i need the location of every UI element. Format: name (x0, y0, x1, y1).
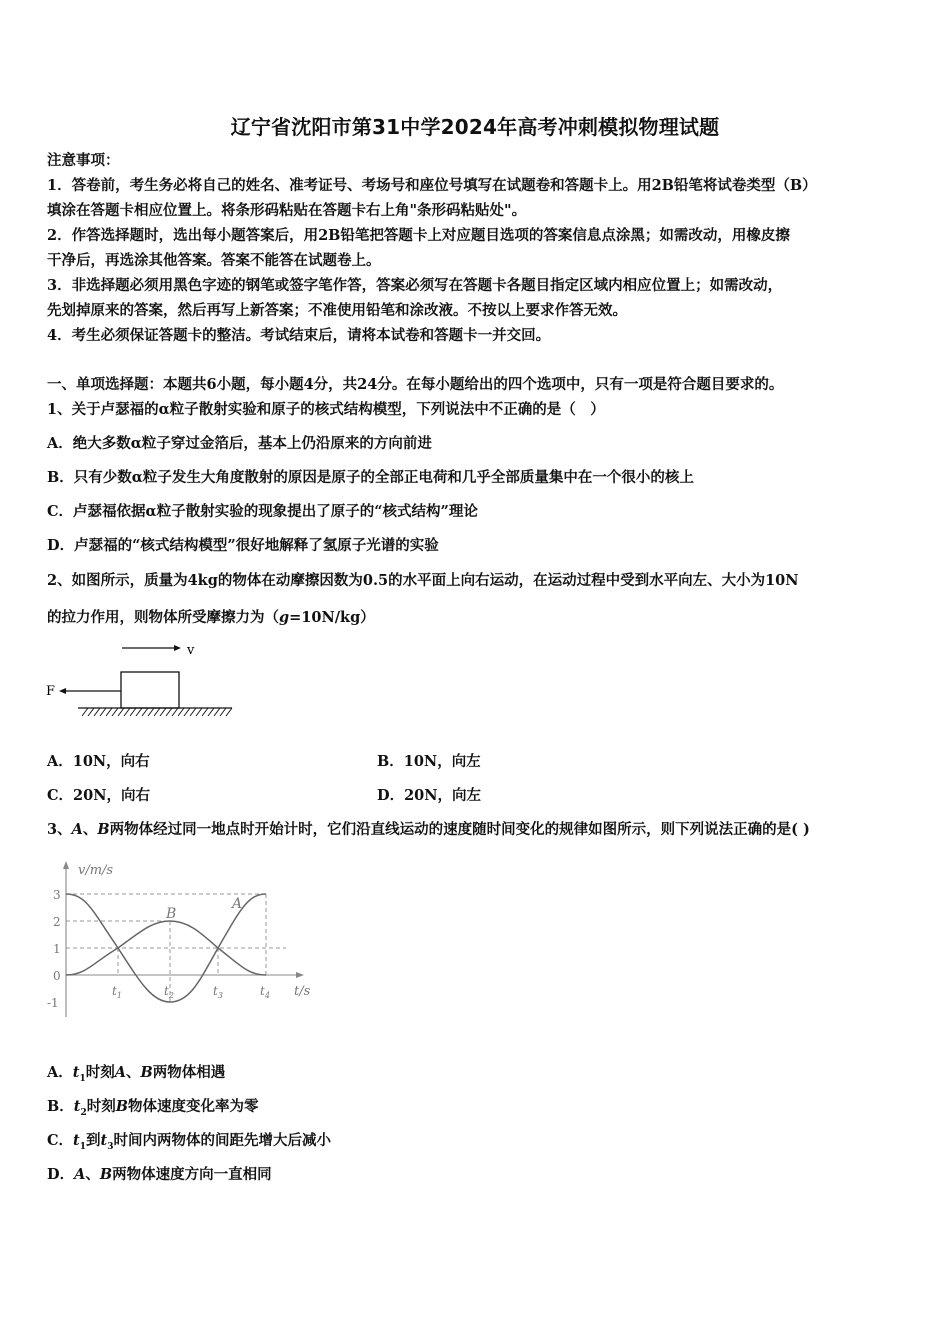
question-3-option-b: B．$t_2$时刻B物体速度变化率为零 (47, 1098, 259, 1118)
notice-line: 4．考生必须保证答题卡的整洁。考试结束后，请将本试卷和答题卡一并交回。 (47, 327, 551, 344)
notice-line: 1．答卷前，考生务必将自己的姓名、准考证号、考场号和座位号填写在试题卷和答题卡上。用2B铅笔将试卷类型（B） (47, 177, 817, 194)
notice-line: 填涂在答题卡相应位置上。将条形码粘贴在答题卡右上角"条形码粘贴处"。 (47, 202, 527, 219)
page-title: 辽宁省沈阳市第31中学2024年高考冲刺模拟物理试题 (230, 115, 720, 139)
force-arrowhead (59, 688, 66, 694)
block (121, 672, 179, 708)
ground-hatching (82, 708, 232, 716)
curve-b-label: B (166, 906, 177, 922)
notice-line: 先划掉原来的答案，然后再写上新答案；不准使用铅笔和涂改液。不按以上要求作答无效。 (47, 302, 627, 319)
question-3-option-a: A．$t_1$时刻A、B两物体相遇 (47, 1064, 226, 1084)
question-1-option-a: A．绝大多数α粒子穿过金箔后，基本上仍沿原来的方向前进 (47, 435, 432, 452)
y-tick-label: 0 (53, 969, 61, 983)
question-1-option-b: B．只有少数α粒子发生大角度散射的原因是原子的全部正电荷和几乎全部质量集中在一个很小的核上 (47, 469, 694, 486)
question-2-option-d: D．20N，向左 (377, 787, 482, 804)
x-tick-label: $t_4$ (260, 984, 270, 1000)
x-tick-label: $t_1$ (112, 984, 122, 1000)
y-axis-label: v/m/s (78, 863, 114, 878)
question-2-stem-line2: 的拉力作用，则物体所受摩擦力为（g=10N/kg） (47, 609, 375, 626)
question-2-stem: 2、如图所示，质量为4kg的物体在动摩擦因数为0.5的水平面上向右运动，在运动过程中受到水平向左、大小为10N (47, 572, 799, 589)
question-2-option-b: B．10N，向左 (377, 753, 481, 770)
force-label: F (46, 684, 56, 699)
question-3-option-d: D．A、B两物体速度方向一直相同 (47, 1166, 272, 1183)
y-tick-label: 1 (53, 942, 61, 956)
velocity-time-graph (40, 852, 330, 1022)
velocity-label: v (187, 643, 195, 658)
x-tick-label: $t_3$ (213, 984, 223, 1000)
y-tick-label: -1 (47, 996, 59, 1010)
section-heading: 一、单项选择题：本题共6小题，每小题4分，共24分。在每小题给出的四个选项中，只有一项是符合题目要求的。 (47, 376, 784, 393)
question-1-option-d: D．卢瑟福的“核式结构模型”很好地解释了氢原子光谱的实验 (47, 537, 439, 554)
block-force-figure (40, 635, 250, 725)
y-tick-label: 2 (53, 915, 61, 929)
question-3-option-c: C．$t_1$到$t_3$时间内两物体的间距先增大后减小 (47, 1132, 331, 1152)
notice-line: 2．作答选择题时，选出每小题答案后，用2B铅笔把答题卡上对应题目选项的答案信息点涂黑；如需改动，用橡皮擦 (47, 227, 790, 244)
x-axis-label: t/s (294, 984, 311, 999)
question-1-option-c: C．卢瑟福依据α粒子散射实验的现象提出了原子的“核式结构”理论 (47, 503, 478, 520)
y-tick-label: 3 (53, 888, 61, 902)
y-axis-arrowhead (63, 861, 69, 869)
velocity-arrowhead (174, 645, 181, 651)
x-axis-arrowhead (296, 972, 304, 978)
notice-line: 干净后，再选涂其他答案。答案不能答在试题卷上。 (47, 252, 381, 269)
question-2-option-c: C．20N，向右 (47, 787, 150, 804)
question-3-stem: 3、A、B两物体经过同一地点时开始计时，它们沿直线运动的速度随时间变化的规律如图所示，则下列说法正确的是( ) (47, 821, 810, 838)
x-tick-label: $t_2$ (164, 984, 174, 1000)
notice-heading: 注意事项： (47, 152, 120, 169)
curve-a-label: A (232, 896, 243, 912)
notice-line: 3．非选择题必须用黑色字迹的钢笔或签字笔作答，答案必须写在答题卡各题目指定区域内相应位置上；如需改动， (47, 277, 783, 294)
question-2-option-a: A．10N，向右 (47, 753, 150, 770)
question-1-stem: 1、关于卢瑟福的α粒子散射实验和原子的核式结构模型，下列说法中不正确的是（ ） (47, 401, 605, 418)
